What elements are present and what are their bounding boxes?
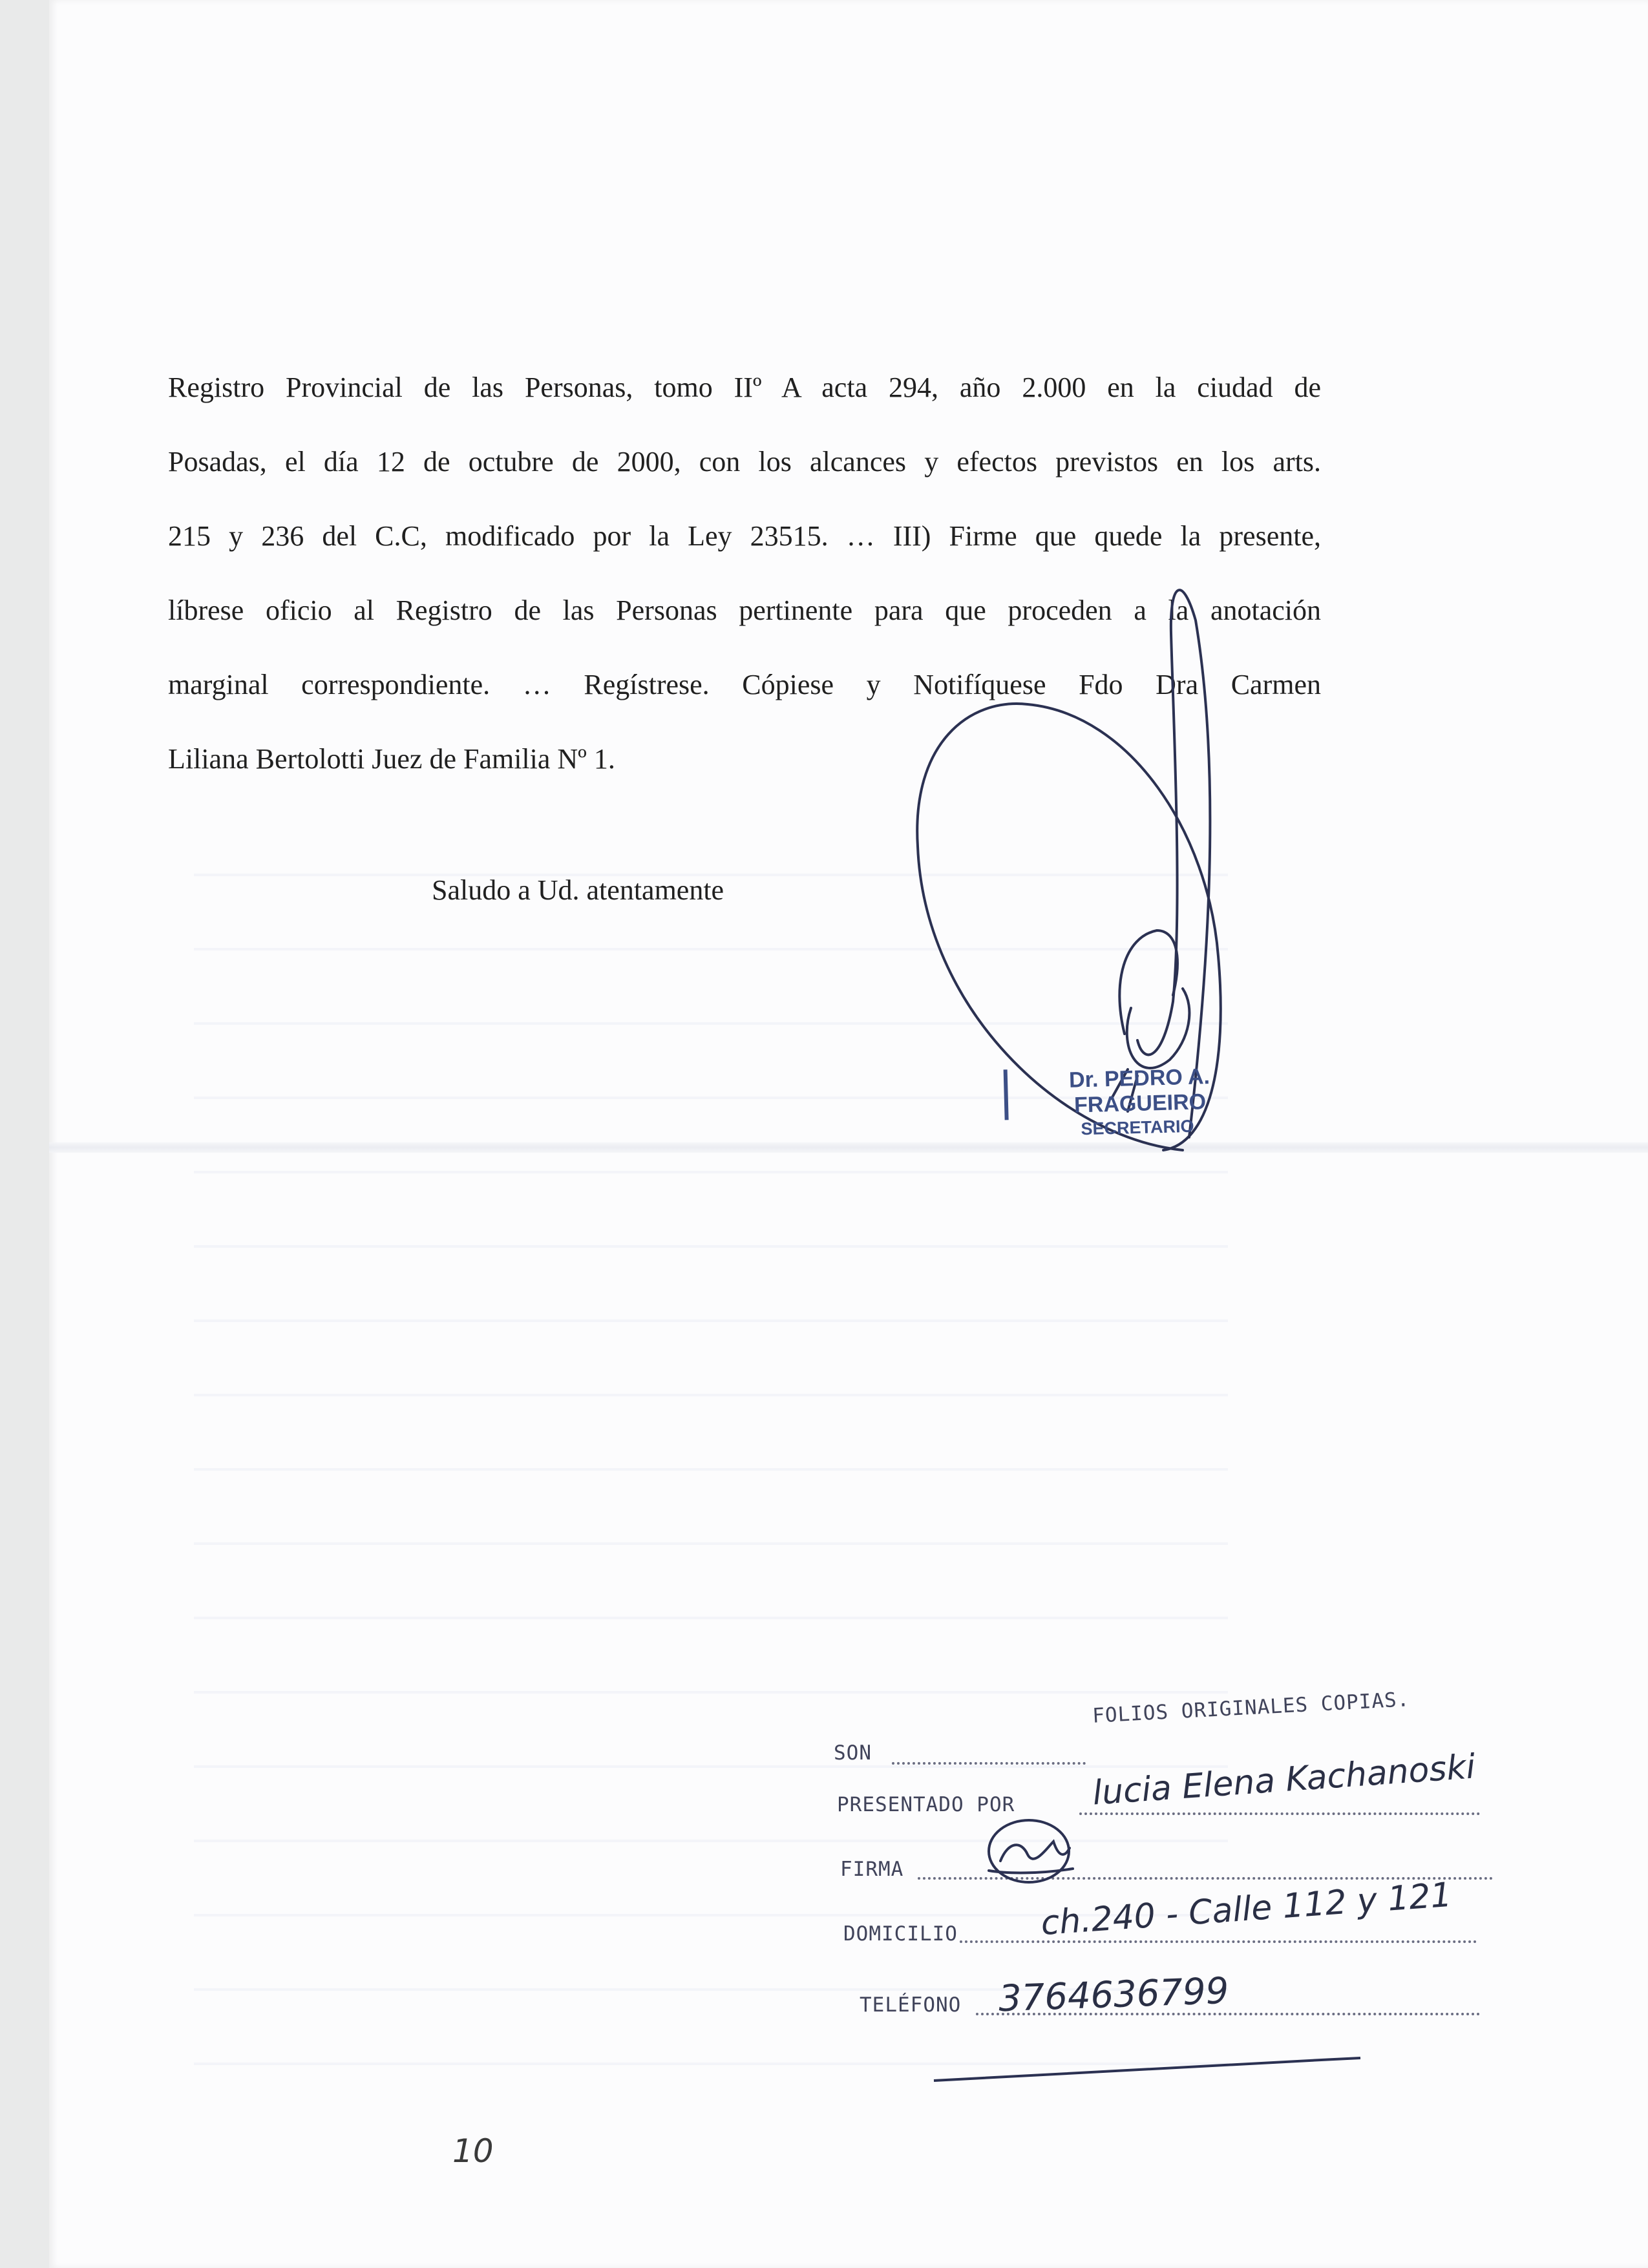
presentado-dots xyxy=(1079,1812,1480,1815)
secretary-stamp xyxy=(1004,1063,1271,1142)
presentado-value: lucia Elena Kachanoski xyxy=(1091,1747,1477,1813)
body-line: 215 y 236 del C.C, modificado por la Ley 23515. … III) Firme que quede la presente, xyxy=(168,520,1321,552)
folios-label: FOLIOS ORIGINALES COPIAS. xyxy=(1092,1688,1411,1728)
body-line: Liliana Bertolotti Juez de Familia Nº 1. xyxy=(168,743,615,775)
son-dots xyxy=(892,1762,1086,1765)
body-line: marginal correspondiente. … Regístrese. Cópiese y Notifíquese Fdo Dra Carmen xyxy=(168,669,1321,700)
stamp-role-text: SECRETARIO xyxy=(1081,1116,1194,1139)
body-line: Registro Provincial de las Personas, tomo IIº A acta 294, año 2.000 en la ciudad de xyxy=(168,372,1321,403)
telefono-value: 3764636799 xyxy=(997,1969,1230,2021)
stamp-name-text: Dr. PEDRO A. FRAGUEIRO xyxy=(1004,1063,1270,1120)
letter-body xyxy=(168,350,1321,796)
page-number: 10 xyxy=(452,2132,494,2170)
receipt-stamp xyxy=(821,1683,1519,1955)
body-line: líbrese oficio al Registro de las Personas pertinente para que proceden a la anotación xyxy=(168,594,1321,626)
presentado-label: PRESENTADO POR xyxy=(837,1793,1015,1816)
domicilio-dots xyxy=(960,1940,1477,1943)
son-label: SON xyxy=(834,1741,872,1765)
telefono-label: TELÉFONO xyxy=(860,1993,962,2017)
firma-label: FIRMA xyxy=(840,1858,904,1881)
domicilio-value: ch.240 - Calle 112 y 121 xyxy=(1039,1875,1453,1944)
body-line: Posadas, el día 12 de octubre de 2000, con los alcances y efectos previstos en los arts. xyxy=(168,446,1321,478)
closing-salutation: Saludo a Ud. atentamente xyxy=(432,874,724,906)
domicilio-label: DOMICILIO xyxy=(843,1922,958,1946)
